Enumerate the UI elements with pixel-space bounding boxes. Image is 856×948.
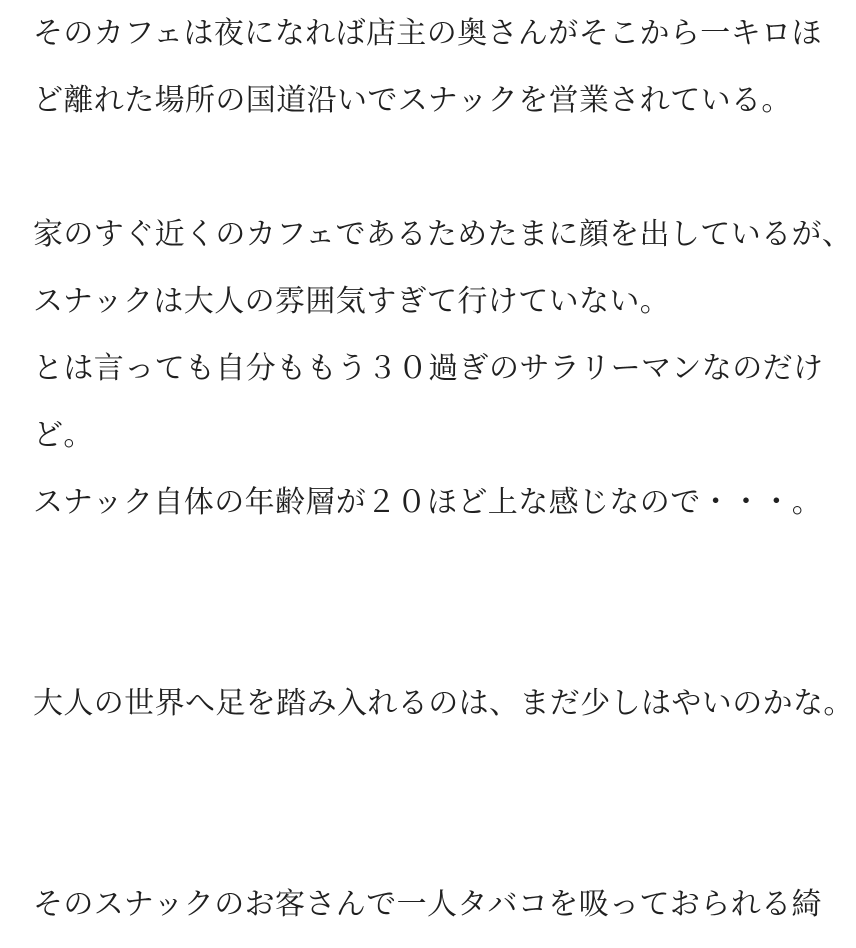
text-line: そのカフェは夜になれば店主の奥さんがそこから一キロほ	[33, 17, 822, 50]
blank-line	[33, 804, 828, 871]
text-line: ど離れた場所の国道沿いでスナックを営業されている。	[33, 84, 792, 117]
text-body	[33, 0, 854, 938]
text-line: ど。	[33, 419, 94, 452]
text-line: 家のすぐ近くのカフェであるためたまに顔を出しているが、	[33, 218, 853, 251]
text-line: とは言っても自分ももう３０過ぎのサラリーマンなのだけ	[33, 352, 824, 385]
blank-line	[33, 603, 828, 670]
text-line: 大人の世界へ足を踏み入れるのは、まだ少しはやいのかな。	[33, 687, 854, 720]
blank-line	[33, 737, 828, 804]
text-line: スナック自体の年齢層が２０ほど上な感じなので・・・。	[33, 486, 823, 519]
text-line: そのスナックのお客さんで一人タバコを吸っておられる綺	[33, 888, 822, 921]
text-line: スナックは大人の雰囲気すぎて行けていない。	[33, 285, 671, 318]
blank-line	[33, 134, 828, 201]
blank-line	[33, 536, 828, 603]
